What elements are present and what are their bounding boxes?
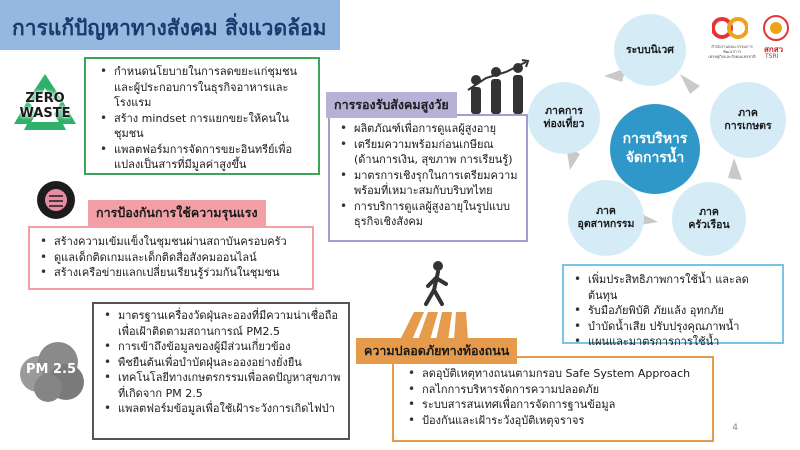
list-item: • มาตรการเชิงรุกในการเตรียมความพร้อมที่เหมาะสมกับบริบทไทย <box>354 168 522 199</box>
list-item: • บำบัดน้ำเสีย ปรับปรุงคุณภาพน้ำ <box>588 319 778 335</box>
elderly-people-icon <box>462 58 534 116</box>
violence-label: การป้องกันการใช้ความรุนแรง <box>88 200 266 226</box>
list-item: • กำหนดนโยบายในการลดขยะแก่ชุมชนและผู้ประกอบการในธุรกิจอาหารและโรงแรม <box>114 64 312 111</box>
list-item: • ดูแลเด็กติดเกมและเด็กติดสื่อสังคมออนไลน์ <box>54 250 308 266</box>
home-node: ภาค ครัวเรือน <box>672 182 746 256</box>
tsri-thai: สกสว <box>764 45 784 54</box>
aging-label: การรองรับสังคมสูงวัย <box>326 92 457 118</box>
list-item: • เทคโนโลยีทางเกษตรกรรมเพื่อลดปัญหาสุขภาพที่เกิดจาก PM 2.5 <box>118 370 344 401</box>
list-item: • ระบบสารสนเทศเพื่อการจัดการฐานข้อมูล <box>422 397 708 413</box>
list-item: • การเข้าถึงข้อมูลของผู้มีส่วนเกี่ยวข้อง <box>118 339 344 355</box>
list-item: • สร้าง mindset การแยกขยะให้คนในชุมชน <box>114 111 312 142</box>
tsri-en: TSRI <box>765 53 779 60</box>
eco-node: ระบบนิเวศ <box>614 14 686 86</box>
list-item: • แผนและมาตรการการใช้น้ำ <box>588 334 778 350</box>
list-item: • การบริการดูแลผู้สูงอายุในรูปแบบธุรกิจเชิงสังคม <box>354 199 522 230</box>
aging-box <box>328 114 528 242</box>
list-item: • สร้างความเข้มแข็งในชุมชนผ่านสถาบันครอบครัว <box>54 234 308 250</box>
zero-waste-icon-text: ZERO WASTE <box>19 91 71 121</box>
road-box <box>392 356 714 442</box>
list-item: • ผลิตภัณฑ์เพื่อการดูแลผู้สูงอายุ <box>354 121 522 137</box>
list-item: • แพลตฟอร์มการจัดการขยะอินทรีย์เพื่อแปลงเป็นสารที่มีมูลค่าสูงขึ้น <box>114 142 312 173</box>
list-item: • ลดอุบัติเหตุทางถนนตามกรอบ Safe System Approach <box>422 366 708 382</box>
crosswalk-icon <box>398 260 474 342</box>
pm25-icon-text: PM 2.5 <box>25 362 77 377</box>
pm25-box <box>92 302 350 440</box>
list-item: • สร้างเครือข่ายแลกเปลี่ยนเรียนรู้ร่วมกันในชุมชน <box>54 265 308 281</box>
tourism-node: ภาคการ ท่องเที่ยว <box>528 82 600 154</box>
go-logo-text: สำนักงานคณะกรรมการพัฒนาการ เศรษฐกิจและสังคมแห่งชาติ <box>708 44 756 59</box>
industry-node: ภาค อุตสาหกรรม <box>568 180 644 256</box>
violence-box <box>28 226 314 290</box>
water-center: การบริหาร จัดการน้ำ <box>610 104 700 194</box>
go-logo-word <box>712 14 713 15</box>
page-number: 4 <box>732 423 738 433</box>
list-item: • เตรียมความพร้อมก่อนเกษียณ (ด้านการเงิน, สุขภาพ การเรียนรู้) <box>354 137 522 168</box>
list-item: • พืชยืนต้นเพื่อบำบัดฝุ่นละอองอย่างยั่งยืน <box>118 355 344 371</box>
list-item: • รับมือภัยพิบัติ ภัยแล้ง อุทกภัย <box>588 303 778 319</box>
list-item: • ป้องกันและเฝ้าระวังอุบัติเหตุจราจร <box>422 413 708 429</box>
zero-waste-box <box>84 57 320 175</box>
list-item: • แพลตฟอร์มข้อมูลเพื่อใช้เฝ้าระวังการเกิดไฟป่า <box>118 401 344 417</box>
page-title: การแก้ปัญหาทางสังคม สิ่งแวดล้อม <box>12 16 327 40</box>
violence-icon <box>36 180 76 220</box>
list-item: • เพิ่มประสิทธิภาพการใช้น้ำ และลดต้นทุน <box>588 272 778 303</box>
list-item: • กลไกการบริหารจัดการความปลอดภัย <box>422 382 708 398</box>
list-item: • มาตรฐานเครื่องวัดฝุ่นละอองที่มีความน่าเชื่อถือเพื่อเฝ้าติดตามสถานการณ์ PM2.5 <box>118 308 344 339</box>
road-label: ความปลอดภัยทางท้องถนน <box>356 338 517 364</box>
agri-node: ภาค การเกษตร <box>710 82 786 158</box>
water-box <box>562 264 784 348</box>
